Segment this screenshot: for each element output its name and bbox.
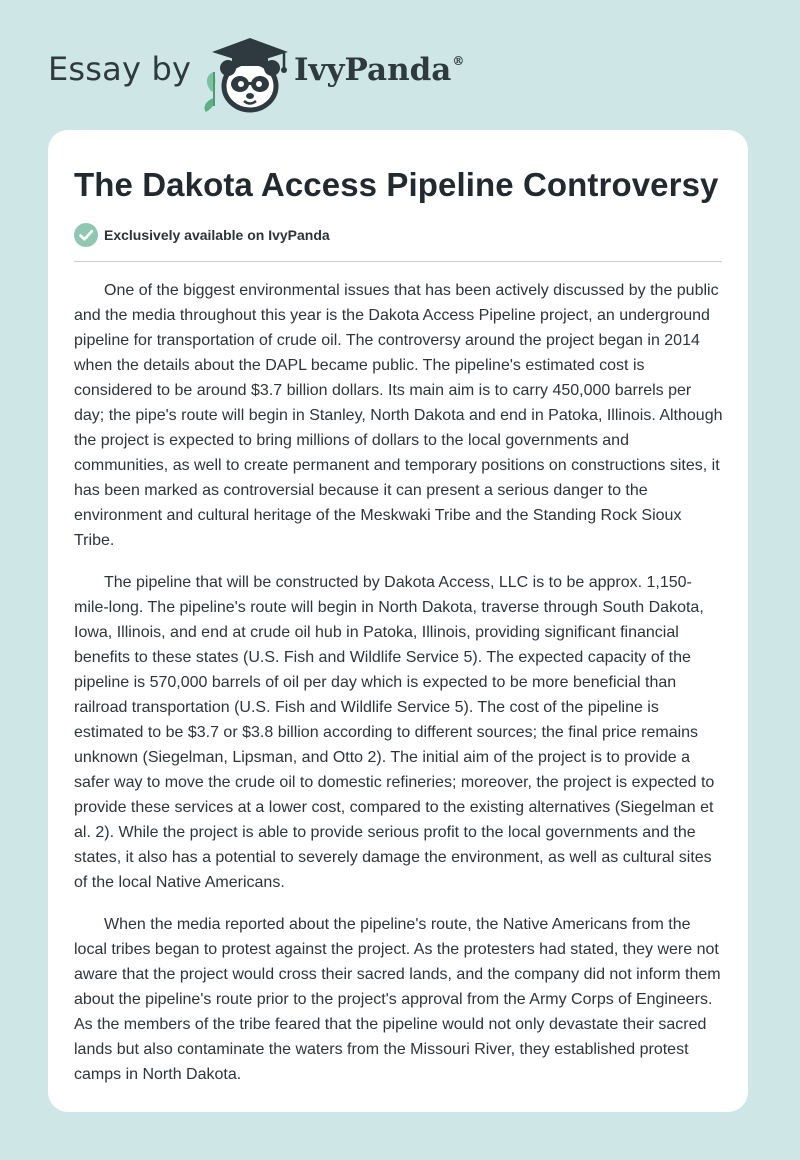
exclusive-badge (74, 222, 330, 248)
registered-mark: ® (452, 53, 465, 68)
article-card (48, 130, 748, 1112)
brand-label: IvyPanda (294, 52, 452, 88)
check-circle-icon (74, 223, 98, 247)
article-body (74, 278, 725, 1104)
exclusive-badge-label: Exclusively available on IvyPanda (104, 227, 330, 243)
panda-graduation-cap-icon[interactable] (200, 34, 290, 114)
site-header (48, 34, 748, 114)
paragraph-2: The pipeline that will be constructed by Dakota Access, LLC is to be approx. 1,150-mile-long. The pipeline's route will begin in North Dakota, traverse through South Dakota, Iowa, Illinois, and end at crude oil hub in Patoka, Illinois, providing significant financial benefits to these states (U.S. Fish and Wildlife Service 5). The expected capacity of the pipeline is 570,000 barrels of oil per day which is expected to be more beneficial than railroad transportation (U.S. Fish and Wildlife Service 5). The cost of the pipeline is estimated to be $3.7 or $3.8 billion according to different sources; the final price remains unknown (Siegelman, Lipsman, and Otto 2). The initial aim of the project is to provide a safer way to move the crude oil to domestic refineries; moreover, the project is expected to provide these services at a lower cost, compared to the existing alternatives (Siegelman et al. 2). While the project is able to provide serious profit to the local governments and the states, it also has a potential to severely damage the environment, as well as cultural sites of the local Native Americans. (74, 574, 715, 891)
essay-by-label: Essay by (48, 50, 192, 88)
brand-name[interactable] (294, 52, 464, 88)
paragraph-3: When the media reported about the pipeline's route, the Native Americans from the local tribes began to protest against the project. As the protesters had stated, they were not aware that the project would cross their sacred lands, and the company did not inform them about the pipeline's route prior to the project's approval from the Army Corps of Engineers. As the members of the tribe feared that the pipeline would not only devastate their sacred lands but also contaminate the waters from the Missouri River, they established protest camps in North Dakota. (74, 916, 721, 1083)
page-title: The Dakota Access Pipeline Controversy (74, 166, 719, 203)
paragraph-1: One of the biggest environmental issues that has been actively discussed by the public and the media throughout this year is the Dakota Access Pipeline project, an underground pipeline for transportation of crude oil. The controversy around the project began in 2014 when the details about the DAPL became public. The pipeline's estimated cost is considered to be around $3.7 billion dollars. Its main aim is to carry 450,000 barrels per day; the pipe's route will begin in Stanley, North Dakota and end in Patoka, Illinois. Although the project is expected to bring millions of dollars to the local governments and communities, as well to create permanent and temporary positions on constructions sites, it has been marked as controversial because it can present a serious danger to the environment and cultural heritage of the Meskwaki Tribe and the Standing Rock Sioux Tribe. (74, 282, 723, 549)
divider (74, 261, 722, 262)
